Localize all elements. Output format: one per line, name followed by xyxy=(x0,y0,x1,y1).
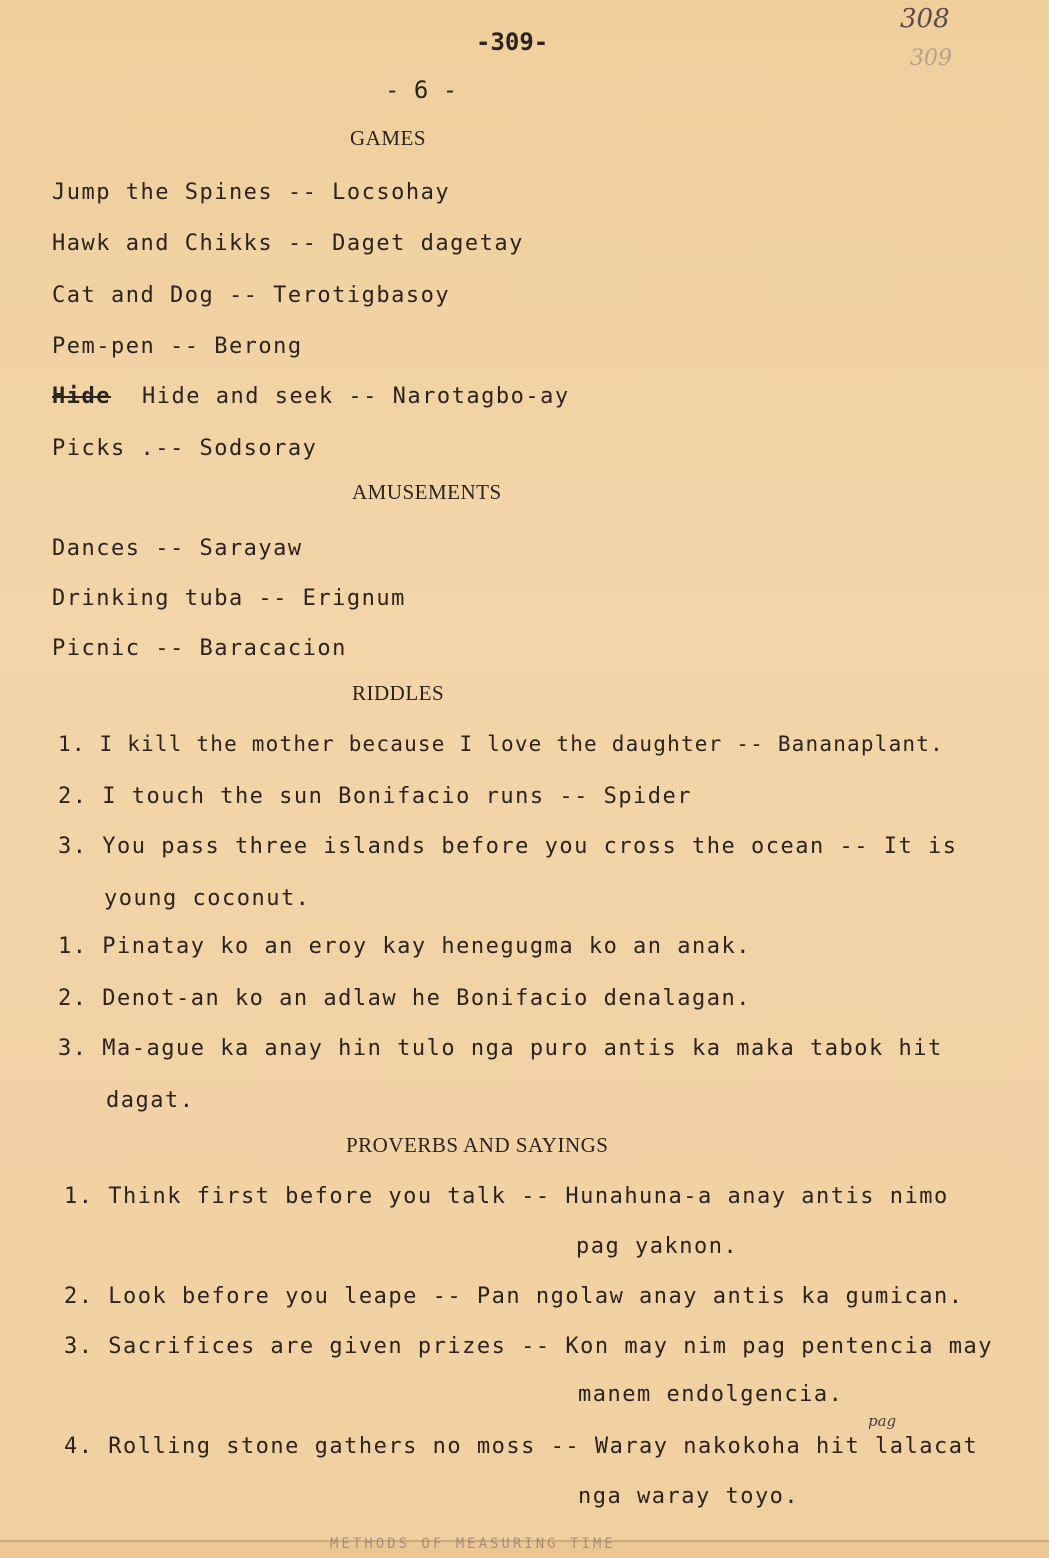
proverb-line: 2. Look before you leape -- Pan ngolaw anay antis ka gumican. xyxy=(64,1284,964,1309)
proverb-line: nga waray toyo. xyxy=(578,1484,800,1509)
handwritten-page-number-faint: 309 xyxy=(910,46,952,71)
list-item: Cat and Dog -- Terotigbasoy xyxy=(52,283,451,308)
handwritten-insert: pag xyxy=(868,1412,897,1430)
riddle-line: 2. I touch the sun Bonifacio runs -- Spider xyxy=(58,784,693,809)
list-item: Picks .-- Sodsoray xyxy=(52,436,318,461)
proverb-line: 4. Rolling stone gathers no moss -- Waray nakokoha hit lalacat xyxy=(64,1434,979,1459)
section-title-amusements: AMUSEMENTS xyxy=(352,480,502,504)
list-item: Dances -- Sarayaw xyxy=(52,536,303,561)
riddle-line: 3. Ma-ague ka anay hin tulo nga puro antis ka maka tabok hit xyxy=(58,1036,943,1061)
section-title-proverbs: PROVERBS AND SAYINGS xyxy=(346,1133,609,1157)
handwritten-page-number: 308 xyxy=(900,4,950,34)
list-item: Jump the Spines -- Locsohay xyxy=(52,180,451,205)
riddle-line: 2. Denot-an ko an adlaw he Bonifacio denalagan. xyxy=(58,986,752,1011)
section-title-games: GAMES xyxy=(350,126,427,150)
list-item: Picnic -- Baracacion xyxy=(52,636,347,661)
section-title-riddles: RIDDLES xyxy=(352,681,445,705)
struck-out-text: Hide xyxy=(52,384,111,409)
list-item: Hide and seek -- Narotagbo-ay xyxy=(142,384,570,409)
proverb-line: 1. Think first before you talk -- Hunahuna-a anay antis nimo xyxy=(64,1184,949,1209)
proverb-line: pag yaknon. xyxy=(576,1234,739,1259)
riddle-line: 3. You pass three islands before you cross the ocean -- It is xyxy=(58,834,958,859)
page-number-inner: - 6 - xyxy=(385,76,458,104)
riddle-line: dagat. xyxy=(106,1088,195,1113)
cut-off-heading: METHODS OF MEASURING TIME xyxy=(330,1536,616,1552)
proverb-line: 3. Sacrifices are given prizes -- Kon may nim pag pentencia may xyxy=(64,1334,993,1359)
proverb-line: manem endolgencia. xyxy=(578,1382,844,1407)
list-item: Hawk and Chikks -- Daget dagetay xyxy=(52,231,524,256)
riddle-line: 1. I kill the mother because I love the daughter -- Bananaplant. xyxy=(58,732,944,756)
page-number-top: -309- xyxy=(476,28,549,56)
list-item: Drinking tuba -- Erignum xyxy=(52,586,406,611)
riddle-line: 1. Pinatay ko an eroy kay henegugma ko an anak. xyxy=(58,934,752,959)
list-item: Pem-pen -- Berong xyxy=(52,334,303,359)
riddle-line: young coconut. xyxy=(104,886,311,911)
